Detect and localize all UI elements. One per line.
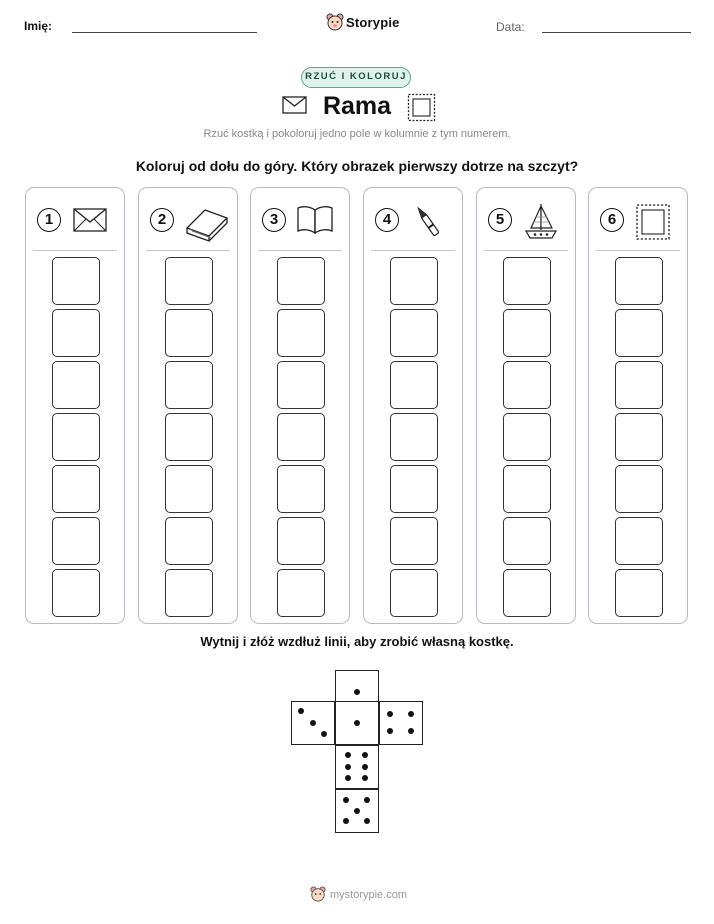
column-header	[589, 188, 687, 248]
name-line[interactable]	[72, 32, 257, 33]
column-header	[26, 188, 124, 248]
dice-pip	[343, 797, 349, 803]
column-number: 4	[375, 208, 399, 232]
subtitle: Rzuć kostką i pokoloruj jedno pole w kolumnie z tym numerem.	[203, 128, 511, 140]
color-column-2	[138, 187, 238, 624]
page-title: Rama	[322, 92, 392, 120]
open-book-icon	[295, 202, 335, 238]
dice-pip	[364, 797, 370, 803]
fountain-pen-icon	[408, 202, 448, 238]
column-divider	[146, 250, 230, 251]
color-box[interactable]	[165, 309, 213, 357]
color-box[interactable]	[165, 517, 213, 565]
color-box[interactable]	[52, 465, 100, 513]
dice-pip	[345, 752, 351, 758]
color-box[interactable]	[165, 569, 213, 617]
color-box[interactable]	[165, 257, 213, 305]
color-box[interactable]	[503, 361, 551, 409]
color-box[interactable]	[615, 257, 663, 305]
book-icon	[183, 202, 223, 238]
dice-pip	[354, 808, 360, 814]
instruction: Koloruj od dołu do góry. Który obrazek pierwszy dotrze na szczyt?	[135, 158, 579, 174]
footer-url: mystorypie.com	[330, 889, 408, 901]
column-number: 3	[262, 208, 286, 232]
color-box[interactable]	[52, 309, 100, 357]
color-box[interactable]	[52, 413, 100, 461]
dice-face-4	[379, 701, 423, 745]
color-box[interactable]	[277, 517, 325, 565]
column-header	[139, 188, 237, 248]
dice-pip	[362, 775, 368, 781]
column-divider	[371, 250, 455, 251]
dice-pip	[298, 708, 304, 714]
column-number: 1	[37, 208, 61, 232]
dice-pip	[354, 720, 360, 726]
color-box[interactable]	[277, 413, 325, 461]
sailboat-icon	[521, 202, 561, 238]
column-number: 6	[600, 208, 624, 232]
column-number: 2	[150, 208, 174, 232]
color-column-5	[476, 187, 576, 624]
dice-pip	[321, 731, 327, 737]
brand-name: Storypie	[346, 15, 400, 30]
name-label: Imię:	[24, 19, 53, 33]
column-header	[477, 188, 575, 248]
color-box[interactable]	[503, 257, 551, 305]
color-box[interactable]	[165, 361, 213, 409]
color-box[interactable]	[503, 413, 551, 461]
dice-pip	[345, 764, 351, 770]
color-box[interactable]	[52, 517, 100, 565]
dice-pip	[364, 818, 370, 824]
color-box[interactable]	[615, 465, 663, 513]
column-divider	[484, 250, 568, 251]
date-label: Data:	[496, 20, 525, 34]
color-box[interactable]	[615, 361, 663, 409]
color-box[interactable]	[503, 569, 551, 617]
color-box[interactable]	[165, 413, 213, 461]
color-box[interactable]	[390, 361, 438, 409]
color-box[interactable]	[503, 517, 551, 565]
color-box[interactable]	[503, 309, 551, 357]
envelope-icon	[70, 202, 110, 238]
color-box[interactable]	[390, 569, 438, 617]
activity-tag: RZUĆ I KOLORUJ	[301, 67, 411, 88]
storypie-footer-logo-icon	[310, 886, 326, 902]
storypie-logo-icon	[326, 13, 344, 31]
column-header	[364, 188, 462, 248]
color-box[interactable]	[390, 257, 438, 305]
color-box[interactable]	[277, 465, 325, 513]
dice-pip	[387, 728, 393, 734]
stamp-frame-icon	[633, 202, 673, 238]
color-column-1	[25, 187, 125, 624]
dice-pip	[343, 818, 349, 824]
cutout-title: Wytnij i złóż wzdłuż linii, aby zrobić własną kostkę.	[200, 634, 514, 649]
color-box[interactable]	[390, 465, 438, 513]
dice-pip	[354, 689, 360, 695]
dice-face-3	[291, 701, 335, 745]
column-header	[251, 188, 349, 248]
color-box[interactable]	[165, 465, 213, 513]
color-box[interactable]	[390, 517, 438, 565]
color-column-6	[588, 187, 688, 624]
dice-pip	[310, 720, 316, 726]
dice-face-5	[335, 789, 379, 833]
color-box[interactable]	[615, 309, 663, 357]
stamp-frame-icon	[407, 93, 436, 122]
color-box[interactable]	[503, 465, 551, 513]
color-box[interactable]	[615, 517, 663, 565]
dice-pip	[362, 752, 368, 758]
color-box[interactable]	[615, 569, 663, 617]
color-box[interactable]	[277, 309, 325, 357]
dice-face-6	[335, 745, 379, 789]
dice-pip	[387, 711, 393, 717]
dice-face-1	[335, 701, 379, 745]
color-box[interactable]	[390, 413, 438, 461]
color-column-3	[250, 187, 350, 624]
color-column-4	[363, 187, 463, 624]
date-line[interactable]	[542, 32, 691, 33]
column-divider	[596, 250, 680, 251]
color-box[interactable]	[277, 257, 325, 305]
dice-pip	[408, 711, 414, 717]
column-divider	[258, 250, 342, 251]
dice-pip	[408, 728, 414, 734]
color-box[interactable]	[277, 569, 325, 617]
color-box[interactable]	[52, 361, 100, 409]
color-box[interactable]	[615, 413, 663, 461]
column-number: 5	[488, 208, 512, 232]
dice-pip	[362, 764, 368, 770]
column-divider	[33, 250, 117, 251]
dice-pip	[345, 775, 351, 781]
color-box[interactable]	[52, 257, 100, 305]
color-box[interactable]	[277, 361, 325, 409]
color-box[interactable]	[52, 569, 100, 617]
color-box[interactable]	[390, 309, 438, 357]
